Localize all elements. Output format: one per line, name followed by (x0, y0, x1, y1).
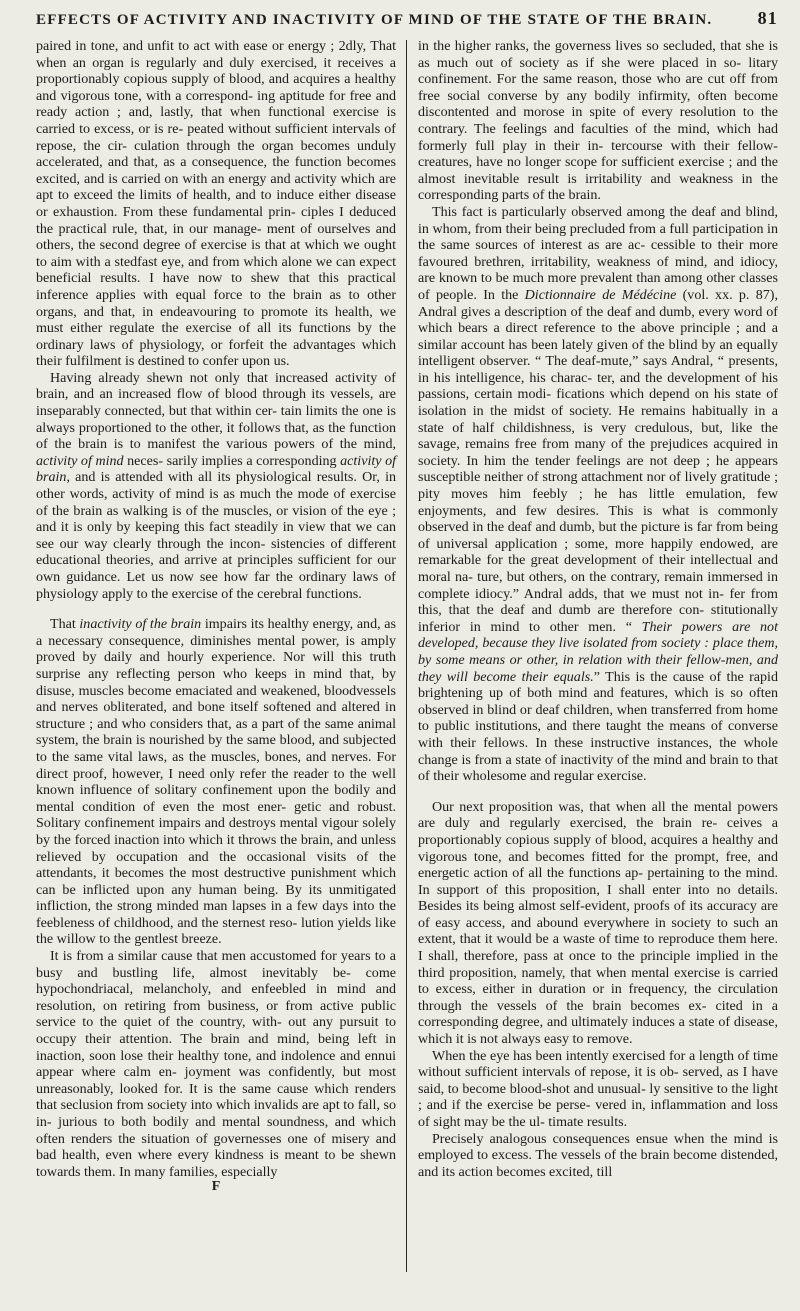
paragraph: Precisely analogous consequences ensue when the mind is employed to excess. The vessels of the brain become distended, and its action becomes excited, till (417, 1130, 778, 1180)
running-header (36, 8, 778, 32)
paragraph: That inactivity of the brain impairs its healthy energy, and, as a necessary consequence, diminishes mental power, is amply proved by daily and hourly experience. Nor will this truth surprise any reflecting person who keeps in mind that, by disuse, muscles become emaciated and weakened, bloodvessels and nerves obliterated, and bone itself softened and altered in structure ; and who considers that, as a part of the same animal system, the brain is nourished by the same blood, and subjected to the same vital laws, as the muscles, bones, and nerves. For direct proof, however, I need only refer the reader to the well known influence of solitary confinement upon the bodily and mental condition of even the most ener- getic and robust. Solitary confinement impairs and destroys mental vigour solely by the forced inaction into which it throws the brain, and unless relieved by occupation and the occasional visits of the attendants, it becomes the most destructive punishment which can be inflicted upon any human being. By its unmitigated infliction, the strong minded man lapses in a few days into the feebleness of childhood, and the sternest reso- lution yields like the willow to the gentlest breeze. (36, 616, 396, 948)
right-column (412, 38, 778, 1288)
paragraph: It is from a similar cause that men accustomed for years to a busy and bustling life, almost inevitably be- come hypochondriacal, melancholy, and enfeebled in mind and resolution, on retiring from business, or from active public service to the quiet of the country, with- out any pursuit to occupy their attention. The brain and mind, being left in inaction, soon lose their healthy tone, and indolence and ennui appear where calm en- joyment was confidently, but most unreasonably, looked for. It is the same cause which renders that seclusion from society into which invalids are apt to fall, so in- jurious to both bodily and mental soundness, and which often renders the situation of governesses one of misery and bad health, even where every kindness is meant to be shewn towards them. In many families, especially (36, 948, 396, 1180)
running-title: EFFECTS OF ACTIVITY AND INACTIVITY OF MIND OF THE STATE OF THE BRAIN. (36, 12, 713, 28)
two-column-body (36, 38, 778, 1288)
paragraph: Having already shewn not only that increased activity of brain, and an increased flow of blood through its vessels, are inseparably connected, but that within cer- tain limits the one is always proportioned to the other, it follows that, as the function of the brain is to manifest the various powers of the mind, activity of mind neces- sarily implies a corresponding activity of brain, and is attended with all its physiological results. Or, in other words, activity of mind is as much the mode of exercise of the brain as walking is of the muscles, or vision of the eye ; and it is only by keeping this fact steadily in view that we can see our way clearly through the incon- sistencies of different educational theories, and arrive at principles sufficient for our own guidance. Let us now see how far the ordinary laws of physiology apply to the exercise of the cerebral functions. (36, 369, 396, 602)
signature-mark: F (211, 1179, 221, 1195)
paragraph: Our next proposition was, that when all the mental powers are duly and regularly exercised, the brain re- ceives a proportionably copious supply of blood, acquires a healthy and vigorous tone, and becomes fitted for the prompt, free, and energetic action of all the functions ap- pertaining to the mind. In support of this proposition, I shall enter into no details. Besides its being almost self-evident, proofs of its accuracy are of easy access, and abound everywhere in society to such an extent, that it would be a waste of time to reproduce them here. I shall, therefore, pass at once to the principle implied in the third proposition, namely, that when mental exercise is carried to excess, either in duration or in frequency, the circulation through the vessels of the brain becomes ex- cited in a corresponding degree, and ultimately induces a state of disease, which it is not always easy to remove. (417, 798, 778, 1048)
column-divider (406, 40, 407, 1272)
paragraph: This fact is particularly observed among the deaf and blind, in whom, from their being precluded from a full participation in the same sources of interest as are ac- cessible to their more favoured brethren, irritability, weakness of mind, and idiocy, are known to be much more prevalent than among other classes of people. In the Dictionnaire de Médécine (vol. xx. p. 87), Andral gives a description of the deaf and dumb, every word of which bears a direct reference to the above principle ; and a similar account has been lately given of the blind by an equally intelligent observer. “ The deaf-mute,” says Andral, “ presents, in his intelligence, his charac- ter, and the development of his passions, certain modi- fications which depend on his state of isolation in the midst of society. He remains habitually in a state of half childishness, is very credulous, but, like the savage, remains free from many of the prejudices acquired in society. In him the tender feelings are not deep ; he appears susceptible neither of strong attachment nor of lively gratitude ; pity moves him feebly ; he has little emulation, few enjoyments, and few desires. This is what is commonly observed in the deaf and dumb, but the picture is far from being of universal application ; some, more happily endowed, are remarkable for the great development of their intellectual and moral na- ture, but others, on the contrary, remain immersed in complete idiocy.” Andral adds, that we must not in- fer from this, that the deaf and dumb are therefore con- stitutionally inferior in mind to other men. “ Their powers are not developed, because they live isolated from society : place them, by some means or other, in relation with their fellow-men, and they will become their equals.” This is the cause of the rapid brightening up of both mind and features, which is so often observed in blind or deaf children, when transferred from home to public institutions, and there taught the means of converse with their fellows. In these instructive instances, the whole change is from a state of inactivity of the mind and brain to that of their wholesome and regular exercise. (417, 203, 778, 785)
paragraph: in the higher ranks, the governess lives so secluded, that she is as much out of society as if she were placed in so- litary confinement. For the same reason, those who are cut off from free social converse by any bodily infirmity, often become discontented and morose in spite of every resolution to the contrary. The feelings and faculties of the mind, which had formerly full play in their in- tercourse with their fellow-creatures, have no longer scope for sufficient exercise ; and the almost inevitable result is irritability and weakness in the corresponding parts of the brain. (417, 38, 778, 204)
paragraph: When the eye has been intently exercised for a length of time without sufficient intervals of repose, it is ob- served, as I have said, to become blood-shot and unusual- ly sensitive to the light ; and if the exercise be perse- vered in, inflammation and loss of sight may be the ul- timate results. (417, 1047, 778, 1130)
paragraph: paired in tone, and unfit to act with ease or energy ; 2dly, That when an organ is regularly and duly exercised, it receives a proportionably copious supply of blood, and acquires a healthy and vigorous tone, with a correspond- ing aptitude for free and ready action ; and, lastly, that when functional exercise is carried to excess, or is re- peated without sufficient intervals of repose, the cir- culation through the organ becomes unduly accelerated, and that, as a consequence, the function becomes excited, and is carried on with an energy and activity which are apt to exceed the limits of health, and to induce either disease or exhaustion. From these fundamental prin- ciples I deduced the practical rule, that, in our manage- ment of ourselves and others, the second degree of exercise is that at which we ought to aim with a stedfast eye, and from which alone we can expect beneficial results. I have now to shew that this practical inference applies with equal force to the brain as to other organs, and that, in endeavouring to promote its health, we must either regulate the exercise of all its functions by the ordinary laws of physiology, or forfeit the advantages which their fulfilment is destined to confer upon us. (36, 38, 396, 370)
page-number: 81 (757, 8, 778, 28)
left-column (36, 38, 406, 1288)
